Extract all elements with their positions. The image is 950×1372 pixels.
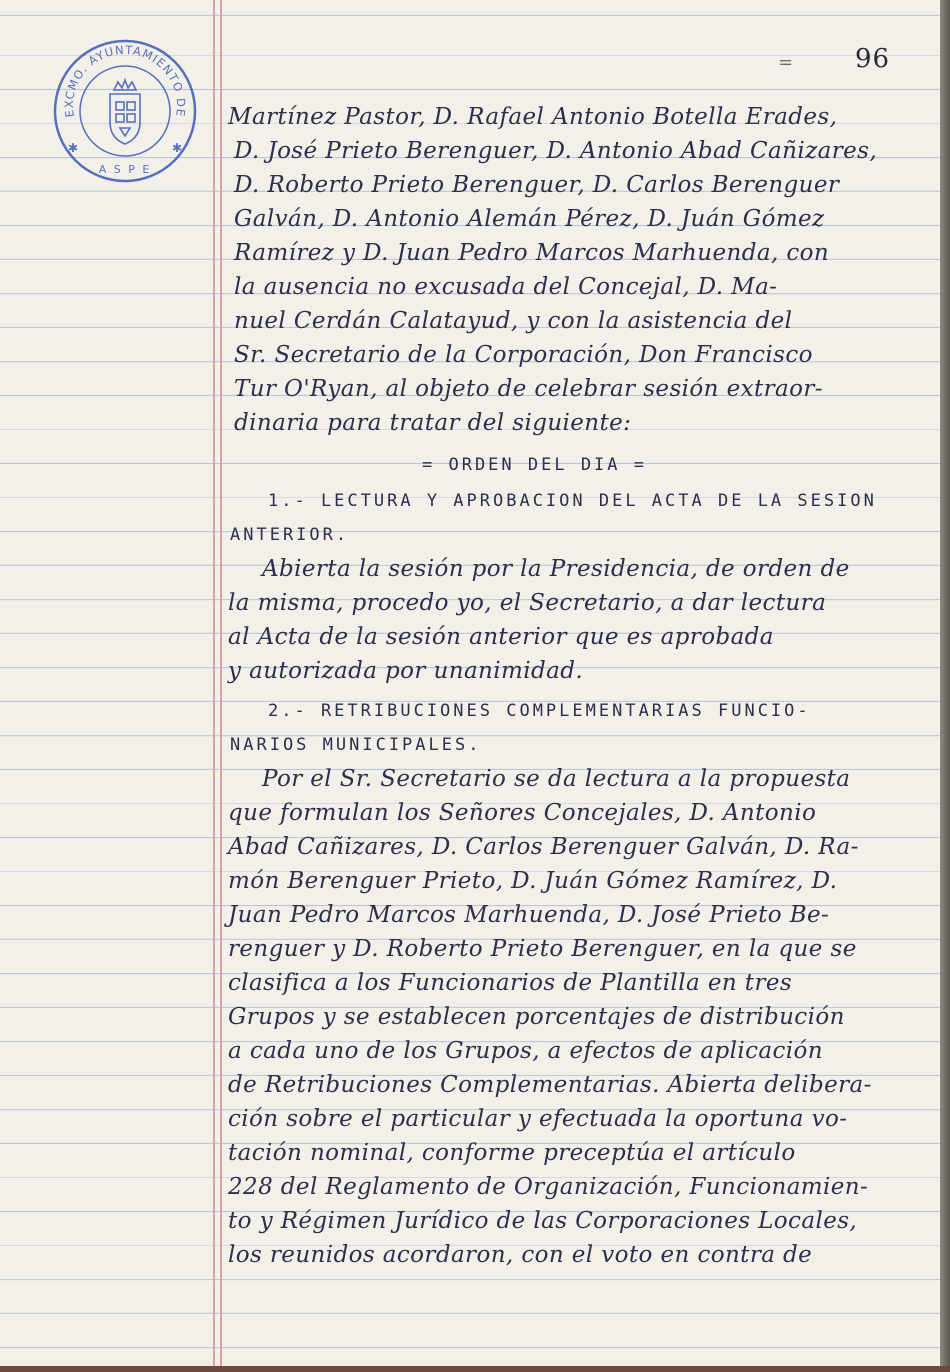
coat-of-arms-icon [110, 80, 140, 144]
text-line: Por el Sr. Secretario se da lectura a la propuesta [262, 766, 851, 792]
corner-mark: = [778, 52, 794, 73]
text-line: D. Roberto Prieto Berenguer, D. Carlos Berenguer [234, 172, 840, 198]
text-line: Grupos y se establecen porcentajes de distribución [228, 1004, 845, 1030]
item-heading-2-cont: NARIOS MUNICIPALES. [230, 735, 482, 755]
seal-bottom-text: A S P E [98, 163, 152, 176]
margin-rule-inner [220, 0, 222, 1366]
section-heading-orden-del-dia: = ORDEN DEL DIA = [422, 455, 647, 475]
item-heading-1: 1.- LECTURA Y APROBACION DEL ACTA DE LA SESION [268, 491, 877, 511]
text-line: món Berenguer Prieto, D. Juán Gómez Ramírez, D. [228, 868, 838, 894]
book-edge-bottom [0, 1366, 950, 1372]
text-line: la misma, procedo yo, el Secretario, a dar lectura [228, 590, 827, 616]
text-line: Ramírez y D. Juan Pedro Marcos Marhuenda, con [234, 240, 830, 266]
seal-arc-text: EXCMO. AYUNTAMIENTO DE [61, 42, 189, 119]
text-line: de Retribuciones Complementarias. Abierta delibera- [228, 1072, 872, 1098]
text-line: 228 del Reglamento de Organización, Funcionamien- [228, 1174, 869, 1200]
text-line: al Acta de la sesión anterior que es aprobada [228, 624, 774, 650]
text-line: Galván, D. Antonio Alemán Pérez, D. Juán Gómez [234, 206, 825, 232]
text-line: D. José Prieto Berenguer, D. Antonio Abad Cañizares, [234, 138, 878, 164]
text-line: renguer y D. Roberto Prieto Berenguer, en la que se [228, 936, 857, 962]
page-number: 96 [855, 44, 891, 74]
text-line: que formulan los Señores Concejales, D. Antonio [228, 800, 817, 826]
text-line: Abierta la sesión por la Presidencia, de orden de [262, 556, 850, 582]
item-heading-2: 2.- RETRIBUCIONES COMPLEMENTARIAS FUNCIO- [268, 701, 811, 721]
book-edge-right [940, 0, 950, 1372]
svg-text:✱: ✱ [68, 141, 79, 155]
text-line: a cada uno de los Grupos, a efectos de aplicación [228, 1038, 824, 1064]
text-line: Martínez Pastor, D. Rafael Antonio Botella Erades, [228, 104, 838, 130]
text-line: Juan Pedro Marcos Marhuenda, D. José Prieto Be- [228, 902, 830, 928]
text-line: ción sobre el particular y efectuada la oportuna vo- [228, 1106, 848, 1132]
svg-text:✱: ✱ [172, 141, 183, 155]
item-heading-1-cont: ANTERIOR. [230, 525, 350, 545]
text-line: los reunidos acordaron, con el voto en contra de [228, 1242, 813, 1268]
text-line: Tur O'Ryan, al objeto de celebrar sesión extraor- [234, 376, 823, 402]
text-line: y autorizada por unanimidad. [228, 658, 584, 684]
text-line: tación nominal, conforme preceptúa el artículo [228, 1140, 796, 1166]
text-line: Abad Cañizares, D. Carlos Berenguer Galván, D. Ra- [228, 834, 859, 860]
text-line: clasifica a los Funcionarios de Plantilla en tres [228, 970, 793, 996]
text-line: nuel Cerdán Calatayud, y con la asistencia del [234, 308, 793, 334]
text-line: dinaria para tratar del siguiente: [234, 410, 632, 436]
text-line: to y Régimen Jurídico de las Corporaciones Locales, [228, 1208, 858, 1234]
text-line: la ausencia no excusada del Concejal, D. Ma- [234, 274, 778, 300]
municipal-seal-stamp [52, 38, 198, 184]
text-line: Sr. Secretario de la Corporación, Don Francisco [234, 342, 813, 368]
margin-rule-outer [213, 0, 215, 1366]
